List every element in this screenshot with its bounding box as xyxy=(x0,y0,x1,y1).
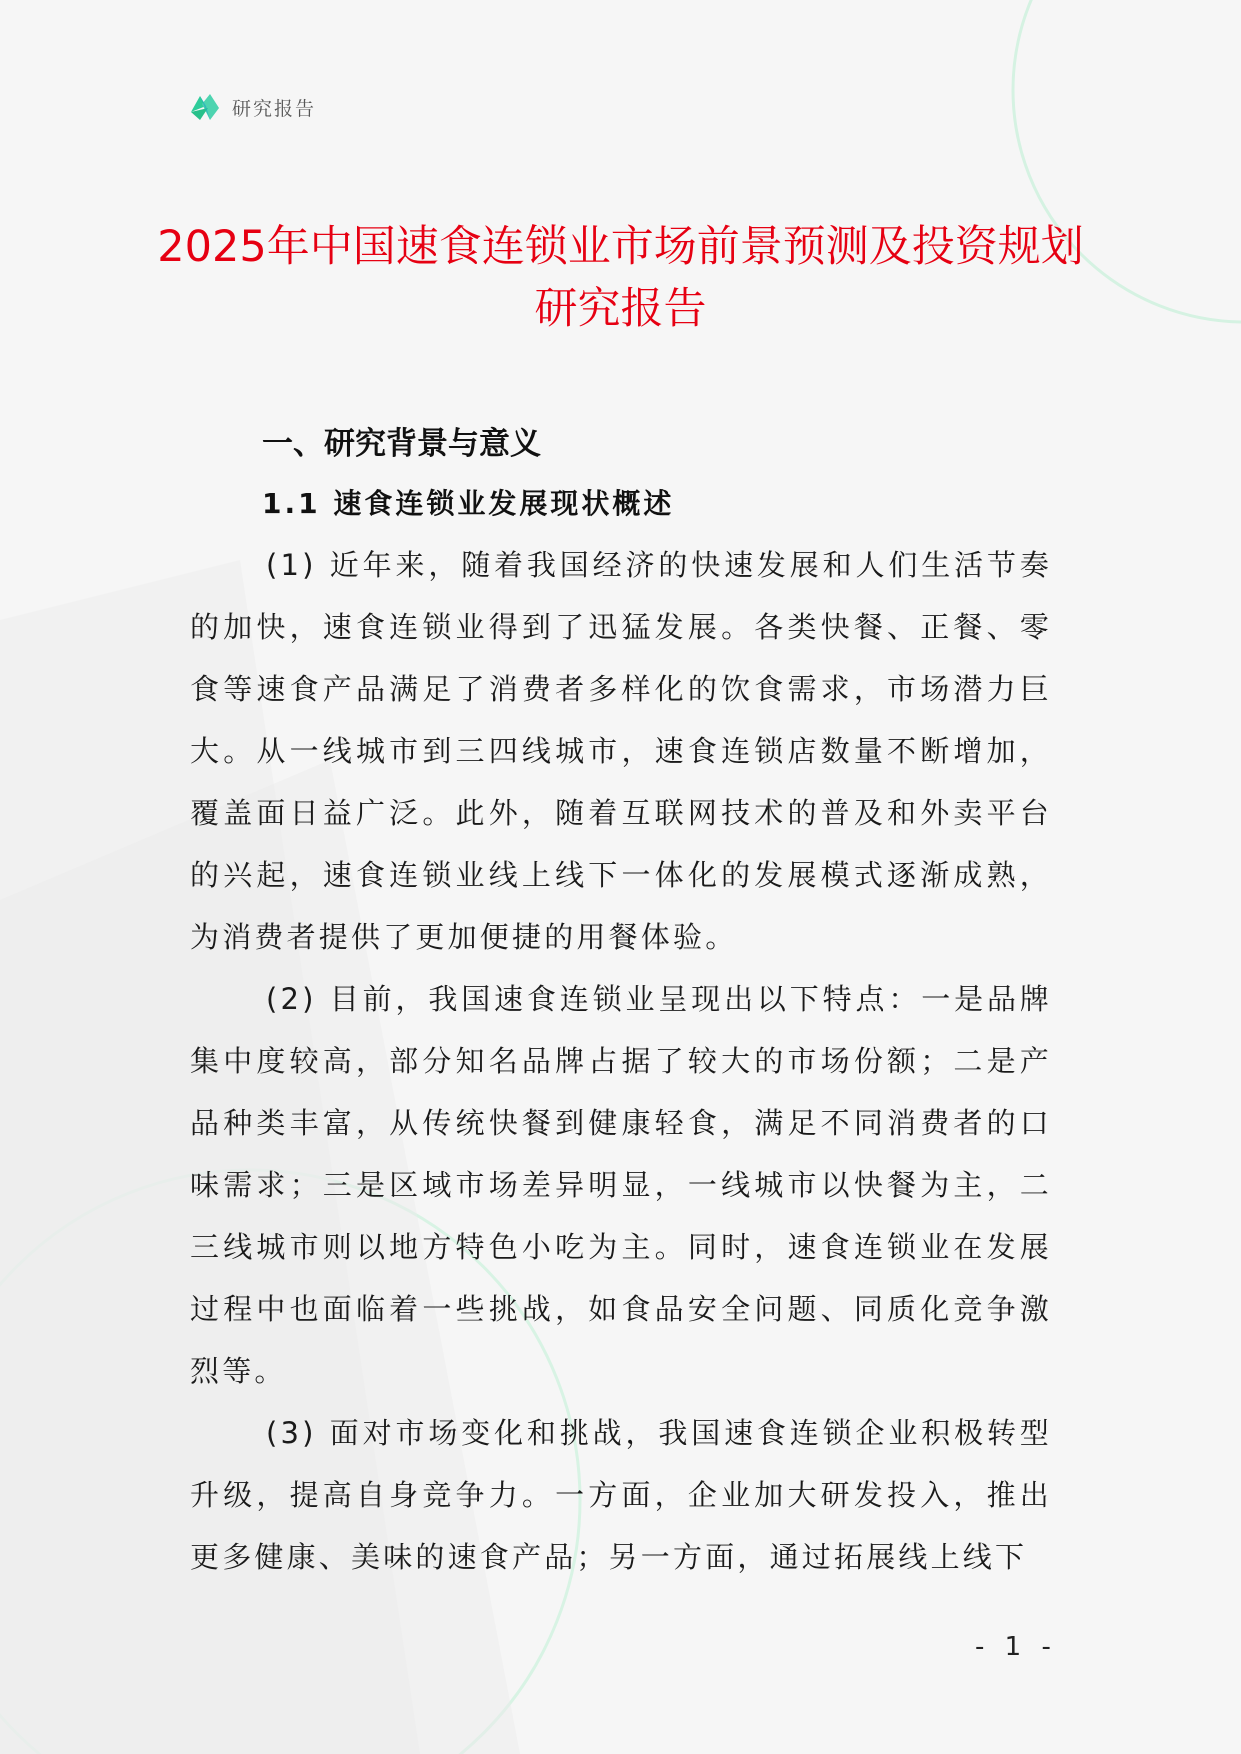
page-number: - 1 - xyxy=(975,1632,1057,1662)
paragraph-3: (3) 面对市场变化和挑战，我国速食连锁企业积极转型升级，提高自身竞争力。一方面，企业加大研发投入，推出更多健康、美味的速食产品；另一方面，通过拓展线上线下 xyxy=(190,1416,1052,1574)
header-label: 研究报告 xyxy=(232,97,317,120)
paragraph-1: (1) 近年来，随着我国经济的快速发展和人们生活节奏的加快，速食连锁业得到了迅猛发展。各类快餐、正餐、零食等速食产品满足了消费者多样化的饮食需求，市场潜力巨大。从一线城市到三四线城市，速食连锁店数量不断增加，覆盖面日益广泛。此外，随着互联网技术的普及和外卖平台的兴起，速食连锁业线上线下一体化的发展模式逐渐成熟，为消费者提供了更加便捷的用餐体验。 xyxy=(190,548,1052,954)
brand-logo-icon xyxy=(188,90,222,124)
document-title: 2025年中国速食连锁业市场前景预测及投资规划研究报告 xyxy=(157,222,1084,334)
section-subheading: 1.1 速食连锁业发展现状概述 xyxy=(262,487,675,520)
section-heading: 一、研究背景与意义 xyxy=(262,426,541,462)
paragraph-2: (2) 目前，我国速食连锁业呈现出以下特点：一是品牌集中度较高，部分知名品牌占据了较大的市场份额；二是产品种类丰富，从传统快餐到健康轻食，满足不同消费者的口味需求；三是区域市场差异明显，一线城市以快餐为主，二三线城市则以地方特色小吃为主。同时，速食连锁业在发展过程中也面临着一些挑战，如食品安全问题、同质化竞争激烈等。 xyxy=(190,982,1052,1388)
document-header xyxy=(188,90,316,124)
